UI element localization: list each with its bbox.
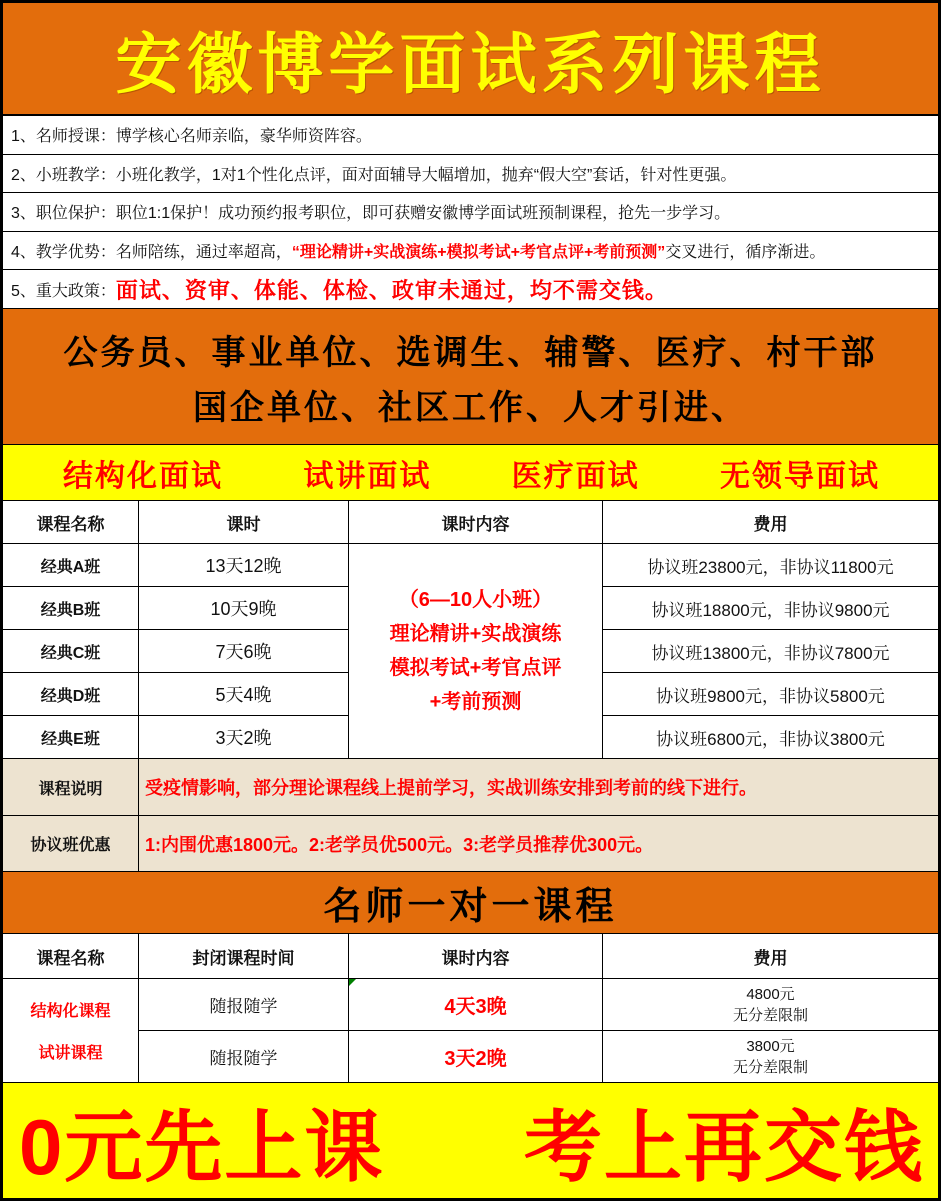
poster-title: 安徽博学面试系列课程 (115, 25, 826, 103)
oo-row-1-content (349, 979, 603, 1031)
header-banner (3, 3, 938, 116)
category-leaderless: 无领导面试 (719, 459, 880, 493)
oo-header-name: 课程名称 (3, 934, 139, 979)
row-d-name: 经典D班 (3, 673, 139, 716)
feature-2-prefix: 2、小班教学： (11, 166, 116, 184)
one-on-one-title: 名师一对一课程 (323, 886, 618, 928)
row-a-name: 经典A班 (3, 544, 139, 587)
oo-row-1-fee-amount: 4800元 (746, 985, 795, 1003)
note-2-label: 协议班优惠 (3, 816, 139, 872)
merged-line-1: （6—10人小班） (398, 589, 553, 611)
feature-5-prefix: 5、重大政策： (11, 282, 116, 300)
oo-row-2-fee (603, 1031, 938, 1083)
row-b-fee: 协议班18800元，非协议9800元 (603, 587, 938, 630)
merged-content-cell (349, 544, 603, 759)
row-c-name: 经典C班 (3, 630, 139, 673)
row-a-hours: 13天12晚 (139, 544, 349, 587)
merged-line-3: 模拟考试+考官点评 (389, 657, 562, 679)
row-c-fee: 协议班13800元，非协议7800元 (603, 630, 938, 673)
row-e-fee: 协议班6800元，非协议3800元 (603, 716, 938, 759)
category-medical: 医疗面试 (511, 459, 640, 493)
col-header-content: 课时内容 (349, 501, 603, 544)
one-on-one-band (3, 872, 938, 934)
note-1-text: 受疫情影响，部分理论课程线上提前学习，实战训练安排到考前的线下进行。 (139, 759, 938, 816)
row-a-fee: 协议班23800元，非协议11800元 (603, 544, 938, 587)
comment-marker-triangle (349, 979, 356, 986)
feature-1-prefix: 1、名师授课： (11, 128, 116, 146)
feature-item-1 (3, 116, 938, 155)
oo-course-names (3, 979, 139, 1083)
row-e-hours: 3天2晚 (139, 716, 349, 759)
oo-row-1-fee (603, 979, 938, 1031)
audience-line-1: 公务员、事业单位、选调生、辅警、医疗、村干部 (63, 333, 878, 372)
oo-row-1-content-text: 4天3晚 (444, 996, 507, 1018)
oo-row-2-content (349, 1031, 603, 1083)
category-lecture: 试讲面试 (303, 459, 432, 493)
feature-item-2 (3, 155, 938, 194)
oo-row-2-content-text: 3天2晚 (444, 1048, 507, 1070)
feature-2-text: 小班化教学，1对1个性化点评，面对面辅导大幅增加，抛弃“假大空”套话，针对性更强。 (115, 166, 737, 184)
row-e-name: 经典E班 (3, 716, 139, 759)
oo-course-name-2: 试讲课程 (38, 1044, 103, 1062)
oo-row-1-time: 随报随学 (139, 979, 349, 1031)
category-structured: 结构化面试 (63, 459, 223, 493)
feature-item-3 (3, 193, 938, 232)
merged-line-4: +考前预测 (429, 691, 522, 713)
col-header-name: 课程名称 (3, 501, 139, 544)
merged-line-2: 理论精讲+实战演练 (389, 623, 562, 645)
feature-5-highlight: 面试、资审、体能、体检、政审未通过，均不需交钱。 (115, 277, 668, 304)
oo-header-content: 课时内容 (349, 934, 603, 979)
feature-item-5 (3, 270, 938, 309)
row-d-fee: 协议班9800元，非协议5800元 (603, 673, 938, 716)
row-d-hours: 5天4晚 (139, 673, 349, 716)
feature-4-text-after: 交叉进行，循序渐进。 (665, 244, 826, 262)
row-b-hours: 10天9晚 (139, 587, 349, 630)
audience-band (3, 309, 938, 445)
footer-slogan-band (3, 1083, 938, 1198)
course-table (3, 501, 938, 872)
col-header-hours: 课时 (139, 501, 349, 544)
oo-header-time: 封闭课程时间 (139, 934, 349, 979)
note-2-text: 1:内围优惠1800元。2:老学员优500元。3:老学员推荐优300元。 (139, 816, 938, 872)
audience-line-2: 国企单位、社区工作、人才引进、 (193, 388, 748, 427)
feature-3-prefix: 3、职位保护： (11, 205, 116, 223)
col-header-fee: 费用 (603, 501, 938, 544)
feature-1-text: 博学核心名师亲临，豪华师资阵容。 (115, 128, 372, 146)
footer-slogan-left: 0元先上课 (19, 1102, 385, 1191)
oo-row-2-time: 随报随学 (139, 1031, 349, 1083)
footer-slogan-right: 考上再交钱 (523, 1102, 924, 1191)
feature-4-highlight: “理论精讲+实战演练+模拟考试+考官点评+考前预测” (291, 244, 666, 262)
feature-3-text: 职位1:1保护！成功预约报考职位，即可获赠安徽博学面试班预制课程，抢先一步学习。 (115, 205, 731, 223)
oo-row-2-fee-amount: 3800元 (746, 1037, 795, 1055)
oo-header-fee: 费用 (603, 934, 938, 979)
feature-item-4 (3, 232, 938, 271)
oo-row-2-fee-note: 无分差限制 (732, 1058, 808, 1076)
row-c-hours: 7天6晚 (139, 630, 349, 673)
oo-row-1-fee-note: 无分差限制 (732, 1006, 808, 1024)
oo-course-name-1: 结构化课程 (30, 1003, 111, 1021)
note-1-label: 课程说明 (3, 759, 139, 816)
one-on-one-table (3, 934, 938, 1083)
feature-4-text-before: 名师陪练，通过率超高， (115, 244, 292, 262)
feature-4-prefix: 4、教学优势： (11, 244, 116, 262)
row-b-name: 经典B班 (3, 587, 139, 630)
feature-list (3, 116, 938, 309)
category-band (3, 445, 938, 501)
